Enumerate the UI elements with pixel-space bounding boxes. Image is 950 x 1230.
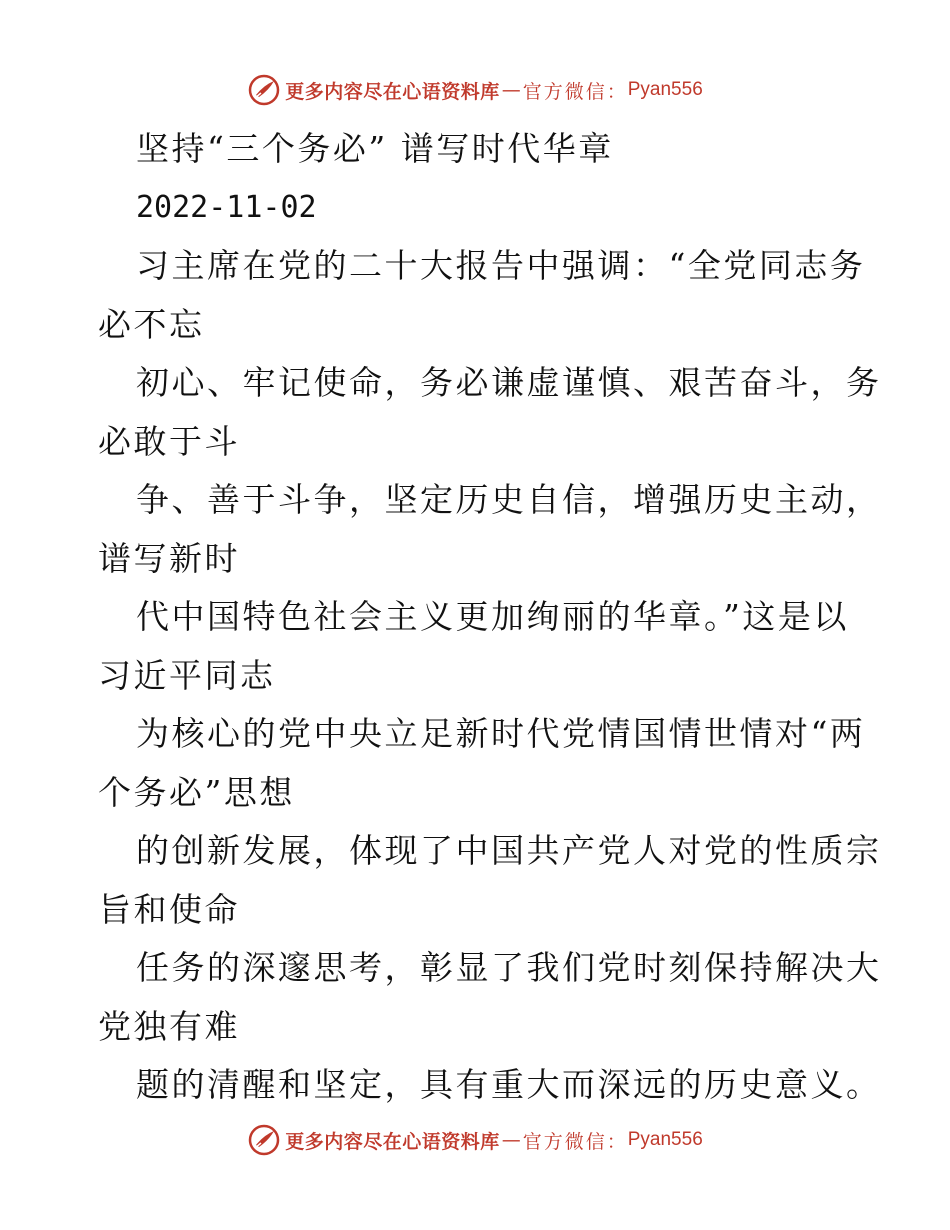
paragraph-line: 争、善于斗争，坚定历史自信，增强历史主动， xyxy=(136,480,882,519)
paragraph-line: 习主席在党的二十大报告中强调：“全党同志务 xyxy=(136,246,866,285)
paragraph-line: 习近平同志 xyxy=(98,655,276,695)
paragraph-line: 代中国特色社会主义更加绚丽的华章。”这是以 xyxy=(136,597,849,636)
header-watermark-banner xyxy=(0,70,950,110)
paragraph-line: 必不忘 xyxy=(98,304,205,344)
document-title: 坚持“三个务必” 谱写时代华章 xyxy=(136,129,614,168)
banner-wechat-id: Pyan556 xyxy=(627,79,703,100)
banner-official-label: 官方微信： xyxy=(522,80,628,103)
banner-wechat-id: Pyan556 xyxy=(627,1129,703,1150)
paragraph-line: 任务的深邃思考，彰显了我们党时刻保持解决大 xyxy=(136,948,882,987)
paragraph-line: 的创新发展，体现了中国共产党人对党的性质宗 xyxy=(136,831,882,870)
paragraph-line: 初心、牢记使命，务必谦虚谨慎、艰苦奋斗，务 xyxy=(136,363,882,402)
banner-text: 更多内容尽在心语资料库 xyxy=(285,1130,500,1153)
paragraph-line: 旨和使命 xyxy=(98,889,240,929)
paragraph-line: 个务必”思想 xyxy=(98,772,295,812)
paragraph-line: 必敢于斗 xyxy=(98,421,240,461)
paragraph-line: 党独有难 xyxy=(98,1006,240,1046)
banner-official-label: 官方微信： xyxy=(522,1130,628,1153)
book-feather-logo-icon xyxy=(247,1123,281,1157)
document-body xyxy=(98,120,882,1115)
paragraph-line: 谱写新时 xyxy=(98,538,240,578)
banner-separator: — xyxy=(501,79,521,101)
banner-separator: — xyxy=(501,1129,521,1151)
document-date: 2022-11-02 xyxy=(136,189,317,225)
footer-watermark-banner xyxy=(0,1120,950,1160)
book-feather-logo-icon xyxy=(247,73,281,107)
paragraph-line: 题的清醒和坚定，具有重大而深远的历史意义。 xyxy=(136,1065,882,1104)
banner-text: 更多内容尽在心语资料库 xyxy=(285,80,500,103)
paragraph-line: 为核心的党中央立足新时代党情国情世情对“两 xyxy=(136,714,866,753)
